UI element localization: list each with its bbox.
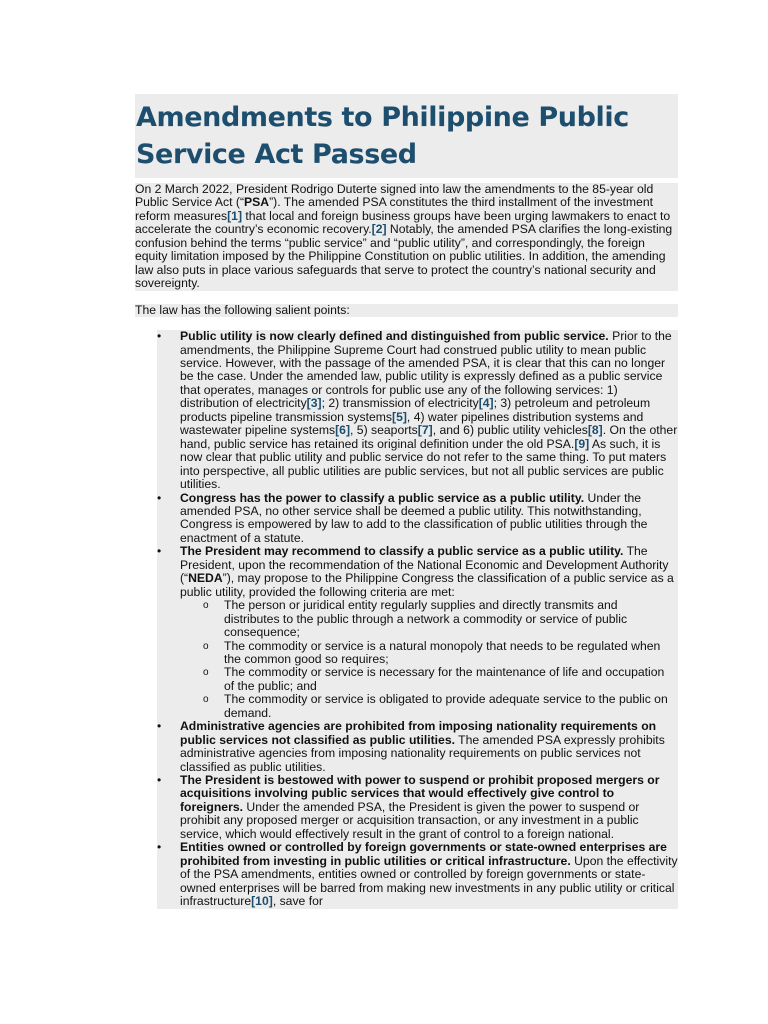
list-item xyxy=(157,720,678,774)
point-text: . On the other hand, public service has retained its original definition under the old PSA. xyxy=(180,423,678,451)
point-text: , save for xyxy=(272,894,323,909)
criteria-list xyxy=(180,599,678,720)
article-body xyxy=(135,183,678,909)
point-text: , 5) seaports xyxy=(350,423,418,438)
list-item xyxy=(157,330,678,491)
point-text: ; 2) transmission of electricity xyxy=(321,396,479,411)
point-text: , and 6) public utility vehicles xyxy=(432,423,588,438)
footnote-link-10[interactable]: [10] xyxy=(251,894,273,909)
psa-term: PSA xyxy=(244,195,270,210)
footnote-link-4[interactable]: [4] xyxy=(478,396,494,411)
footnote-link-2[interactable]: [2] xyxy=(371,222,387,237)
criteria-item: o The commodity or service is necessary for the maintenance of life and occupation of the public; and xyxy=(224,666,675,693)
title-block xyxy=(135,94,678,178)
point-text: Under the amended PSA, no other service shall be deemed a public utility. This notwithstanding, Congress is empowered by law to add to the classification of public utilities through the enactment of a statute. xyxy=(180,490,648,545)
neda-term: NEDA xyxy=(188,571,223,586)
point-text: Upon the effectivity of the PSA amendments, entities owned or controlled by foreign governments or state-owned enterprises will be barred from making new investments in any public utility or critical infrastructure xyxy=(180,853,678,909)
point-text: The amended PSA expressly prohibits administrative agencies from imposing nationality requirements on public services not classified as public utilities. xyxy=(180,732,665,774)
intro-paragraph xyxy=(135,183,678,291)
point-heading: The President may recommend to classify a public service as a public utility. xyxy=(180,544,624,559)
point-text: ; 3) petroleum and petroleum products pipeline transmission systems xyxy=(180,396,651,424)
list-item xyxy=(157,492,678,546)
point-heading: The President is bestowed with power to suspend or prohibit proposed mergers or acquisitions involving public services that would effectively give control to foreigners. xyxy=(180,773,660,814)
point-text: ”), may propose to the Philippine Congress the classification of a public service as a public utility, provided the following criteria are met: xyxy=(180,571,674,599)
point-text: Under the amended PSA, the President is given the power to suspend or prohibit any proposed merger or acquisition transaction, or any investment in a public service, which would effectively result in the grant of control to a foreign national. xyxy=(180,799,640,841)
list-item xyxy=(157,545,678,720)
footnote-link-7[interactable]: [7] xyxy=(417,423,433,438)
footnote-link-6[interactable]: [6] xyxy=(335,423,351,438)
point-text: , 4) water pipelines distribution systems and wastewater pipeline systems xyxy=(180,409,644,438)
intro-text: Notably, the amended PSA clarifies the long-existing confusion behind the terms “public service” and “public utility”, and correspondingly, the foreign equity limitation imposed by the Philippine Constitution on public utilities. In addition, the amending law also puts in place various safeguards that serve to protect the country’s national security and sovereignty. xyxy=(135,222,673,291)
salient-intro: The law has the following salient points: xyxy=(135,304,678,317)
intro-text: ”). The amended PSA constitutes the third installment of the investment reform measures xyxy=(135,195,653,223)
footnote-link-8[interactable]: [8] xyxy=(587,423,603,438)
footnote-link-1[interactable]: [1] xyxy=(227,208,243,223)
intro-text: On 2 March 2022, President Rodrigo Duterte signed into law the amendments to the 85-year old Public Service Act (“ xyxy=(135,182,654,210)
point-heading: Entities owned or controlled by foreign governments or state-owned enterprises are prohibited from investing in public utilities or critical infrastructure. xyxy=(180,840,667,868)
point-heading: Public utility is now clearly defined and distinguished from public service. xyxy=(180,329,609,344)
criteria-item: o The commodity or service is a natural monopoly that needs to be regulated when the common good so requires; xyxy=(224,640,675,667)
point-text: The President, upon the recommendation of the National Economic and Development Authority (“ xyxy=(180,544,669,586)
list-item xyxy=(157,841,678,908)
page-title: Amendments to Philippine Public Service Act Passed xyxy=(136,102,629,170)
list-item xyxy=(157,774,678,841)
point-heading: Administrative agencies are prohibited from imposing nationality requirements on public services not classified as public utilities. xyxy=(180,719,657,747)
point-text: As such, it is now clear that public utility and public service do not refer to the same thing. To put maters into perspective, all public utilities are public services, but not all public services are public utilities. xyxy=(180,436,667,492)
intro-text: that local and foreign business groups have been urging lawmakers to enact to accelerate the country’s economic recovery. xyxy=(135,208,671,237)
criteria-item: o The commodity or service is obligated to provide adequate service to the public on demand. xyxy=(224,693,675,720)
point-text: Prior to the amendments, the Philippine Supreme Court had construed public utility to mean public service. However, with the passage of the amended PSA, it is clear that this can no longer be the case. Under the amended law, public utility is expressly defined as a public service that operates, manages or controls for public use any of the following services: 1) distribution of electricity xyxy=(180,329,672,411)
footnote-link-9[interactable]: [9] xyxy=(574,436,590,451)
criteria-item: o The person or juridical entity regularly supplies and directly transmits and distributes to the public through a network a commodity or service of public consequence; xyxy=(224,599,675,639)
point-heading: Congress has the power to classify a public service as a public utility. xyxy=(180,490,585,505)
footnote-link-3[interactable]: [3] xyxy=(306,396,322,411)
footnote-link-5[interactable]: [5] xyxy=(392,409,407,424)
salient-points-list xyxy=(135,330,678,908)
